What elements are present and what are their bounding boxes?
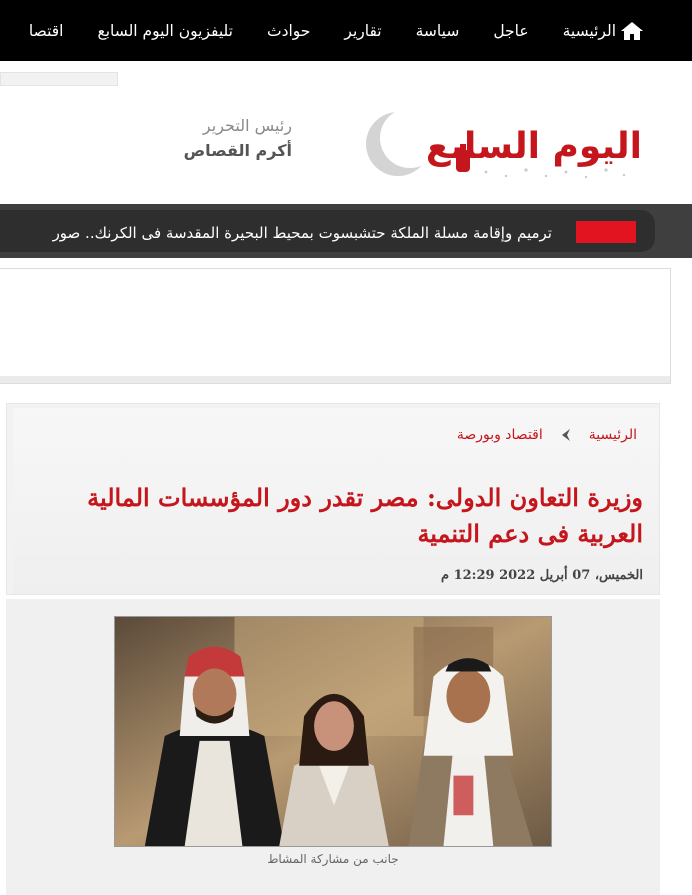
nav-item-economy[interactable] <box>29 22 64 40</box>
nav-item-label: تقارير <box>344 21 382 40</box>
nav-item-accidents[interactable] <box>267 22 310 40</box>
article-photo[interactable] <box>114 616 552 847</box>
nav-item-label: اقتصا <box>28 21 64 40</box>
nav-item-label: حوادث <box>267 21 311 40</box>
image-caption: جانب من مشاركة المشاط <box>267 852 399 866</box>
article-header <box>6 403 660 595</box>
article-date: الخميس، 07 أبريل 2022 12:29 م <box>441 568 643 583</box>
article-body <box>6 599 660 895</box>
nav-item-label: سياسة <box>415 21 460 40</box>
nav-item-label: عاجل <box>493 21 529 40</box>
nav-item-reports[interactable] <box>344 22 381 40</box>
ticker-headline-link[interactable]: ترميم وإقامة مسلة الملكة حتشبسوت بمحيط البحيرة المقدسة فى الكرنك.. صور <box>52 224 552 242</box>
nav-item-tv[interactable] <box>97 22 233 40</box>
breaking-badge <box>576 221 636 243</box>
nav-item-politics[interactable] <box>416 22 460 40</box>
ad-slot-footer <box>0 376 670 383</box>
breaking-news-ticker <box>0 204 692 258</box>
site-logo[interactable] <box>366 106 646 186</box>
chevron-left-icon <box>557 426 575 444</box>
editor-title: رئيس التحرير <box>202 116 292 135</box>
search-input[interactable] <box>0 72 118 86</box>
site-header <box>0 88 692 200</box>
breadcrumb-section-link[interactable]: اقتصاد وبورصة <box>456 427 543 443</box>
nav-item-urgent[interactable] <box>493 22 528 40</box>
top-nav <box>0 0 692 61</box>
nav-item-home[interactable] <box>563 21 644 41</box>
editor-block <box>132 116 292 160</box>
nav-item-label: تليفزيون اليوم السابع <box>97 21 233 40</box>
article-header-inner <box>13 408 659 594</box>
breadcrumb-home-link[interactable]: الرئيسية <box>588 427 637 443</box>
home-icon <box>620 21 644 41</box>
logo-text: اليوم السابع <box>425 126 642 167</box>
breadcrumb <box>457 426 637 444</box>
ad-slot <box>0 268 671 384</box>
nav-item-label: الرئيسية <box>562 21 616 40</box>
article-headline: وزيرة التعاون الدولى: مصر تقدر دور المؤسسات المالية العربية فى دعم التنمية <box>87 483 643 548</box>
editor-name: أكرم القصاص <box>183 141 292 160</box>
